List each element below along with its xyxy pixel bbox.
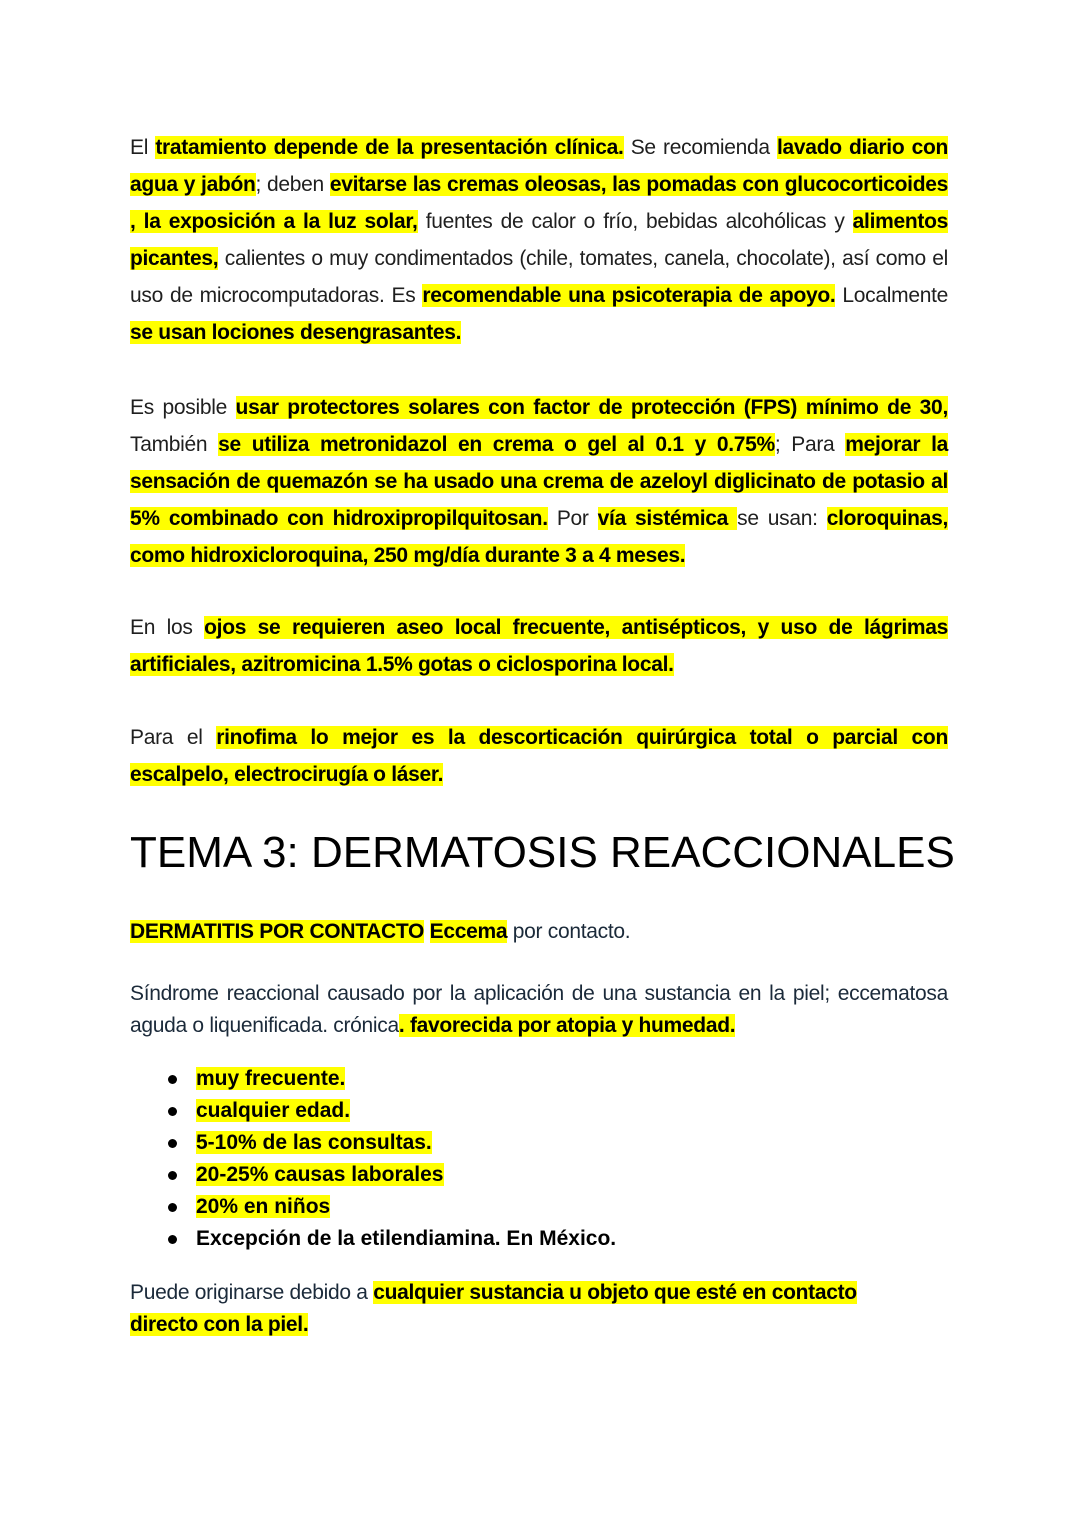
text-run: Se recomienda — [623, 136, 778, 159]
text-run: El — [130, 136, 156, 159]
highlighted-text: cualquier sustancia u objeto que esté en contacto directo con la piel. — [130, 1281, 857, 1336]
text-run: Es posible — [130, 396, 236, 419]
list-item — [196, 1127, 616, 1159]
highlighted-text: lavado diario con agua y jabón — [130, 136, 949, 196]
highlighted-text: DERMATITIS POR CONTACTO — [130, 920, 425, 943]
text-run: Localmente — [835, 284, 948, 307]
text-run: Puede originarse debido a — [130, 1281, 374, 1304]
list-item-text: muy frecuente. — [196, 1067, 346, 1090]
text-run: ; Para — [774, 433, 846, 456]
highlighted-text: usar protectores solares con factor de protección (FPS) mínimo de 30, — [235, 396, 948, 419]
section-heading: TEMA 3: DERMATOSIS REACCIONALES — [130, 828, 955, 877]
highlighted-text: se utiliza metronidazol en crema o gel al 0.1 y 0.75% — [218, 433, 775, 456]
list-item — [196, 1223, 616, 1255]
highlighted-text: rinofima lo mejor es la descorticación quirúrgica total o parcial con escalpelo, electrocirugía o láser. — [130, 726, 948, 786]
list-item-text: Excepción de la etilendiamina. En México. — [196, 1227, 617, 1250]
paragraph-dermatitis-title — [130, 916, 948, 948]
text-run: También — [130, 433, 219, 456]
paragraph-origin — [130, 1277, 890, 1341]
highlighted-text: Eccema — [429, 920, 508, 943]
text-run — [424, 920, 430, 943]
list-item-text: cualquier edad. — [196, 1099, 351, 1122]
paragraph-rhinophyma — [130, 719, 948, 793]
list-item — [196, 1159, 616, 1191]
highlighted-text: vía sistémica — [597, 507, 738, 530]
highlighted-text: se usan lociones desengrasantes. — [130, 321, 462, 344]
list-item-text: 20% en niños — [196, 1195, 331, 1218]
text-run: Síndrome reaccional causado por la aplicación de una sustancia en la piel; eccematosa aguda o liquenificada. crónica — [130, 982, 948, 1037]
paragraph-definition — [130, 978, 948, 1042]
highlighted-text: mejorar la sensación de quemazón se ha usado una crema de azeloyl diglicinato de potasio al 5% combinado con hidroxipropilquitosan. — [130, 433, 949, 530]
text-run: En los — [130, 616, 205, 639]
list-item — [196, 1063, 616, 1095]
list-item-text: 5-10% de las consultas. — [196, 1131, 432, 1154]
highlighted-text: ojos se requieren aseo local frecuente, antisépticos, y uso de lágrimas artificiales, azitromicina 1.5% gotas o ciclosporina local. — [130, 616, 948, 676]
text-run: Para el — [130, 726, 217, 749]
paragraph-sunscreen — [130, 389, 948, 574]
highlighted-text: evitarse las cremas oleosas, las pomadas con glucocorticoides , la exposición a la luz solar, — [130, 173, 948, 233]
highlighted-text: tratamiento depende de la presentación clínica. — [155, 136, 624, 159]
paragraph-eyes — [130, 609, 948, 683]
text-run: fuentes de calor o frío, bebidas alcohólicas y — [417, 210, 853, 233]
bullet-list — [130, 1063, 616, 1255]
list-item-text: 20-25% causas laborales — [196, 1163, 444, 1186]
list-item — [196, 1191, 616, 1223]
highlighted-text: alimentos picantes, — [130, 210, 948, 270]
text-run: Por — [547, 507, 598, 530]
highlighted-text: recomendable una psicoterapia de apoyo. — [422, 284, 836, 307]
highlighted-text: cloroquinas, como hidroxicloroquina, 250 mg/día durante 3 a 4 meses. — [130, 507, 948, 567]
highlighted-text: . favorecida por atopia y humedad. — [398, 1014, 736, 1037]
text-run: se usan: — [737, 507, 827, 530]
list-item — [196, 1095, 616, 1127]
text-run: por contacto. — [507, 920, 631, 943]
text-run: ; deben — [255, 173, 330, 196]
paragraph-treatment — [130, 129, 948, 351]
text-run: calientes o muy condimentados (chile, tomates, canela, chocolate), así como el uso de microcomputadoras. Es — [130, 247, 948, 307]
